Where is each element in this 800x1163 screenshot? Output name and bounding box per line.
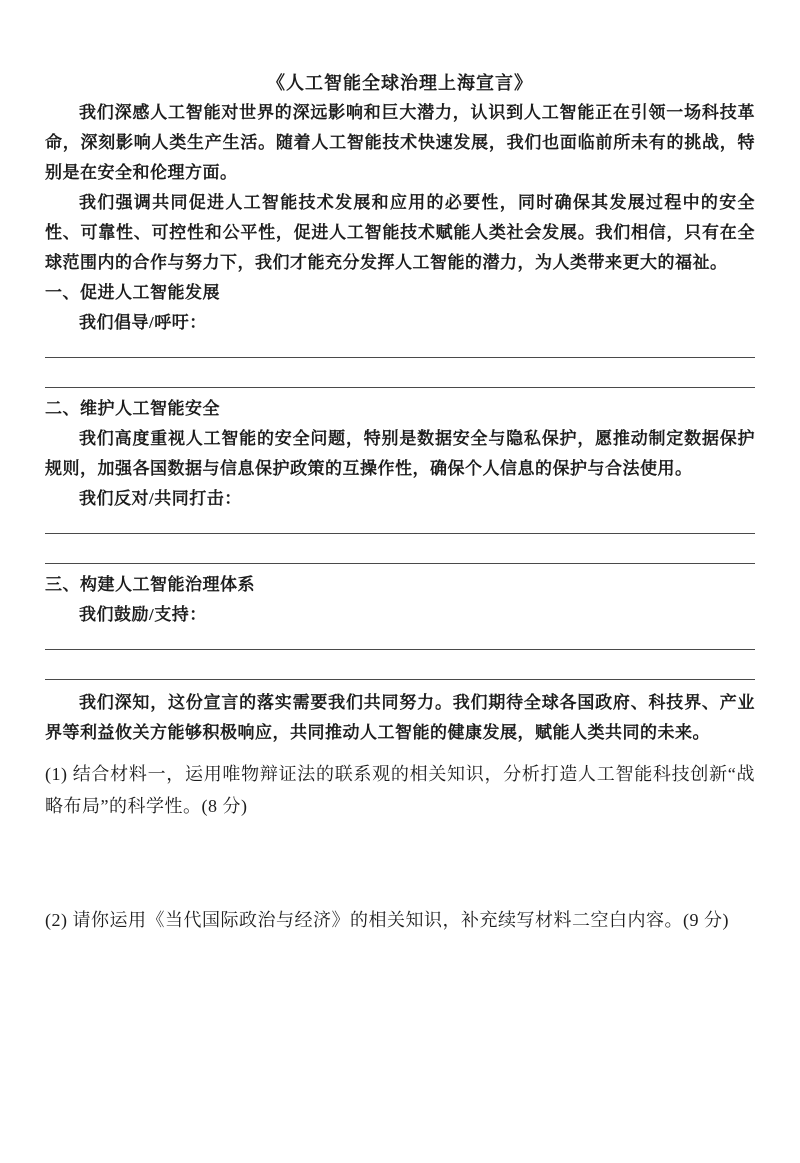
section-2-heading: 二、维护人工智能安全 bbox=[45, 399, 220, 418]
question-2: (2) 请你运用《当代国际政治与经济》的相关知识，补充续写材料二空白内容。(9 分) bbox=[45, 910, 729, 930]
closing-paragraph: 我们深知，这份宣言的落实需要我们共同努力。我们期待全球各国政府、科技界、产业界等利益攸关方能够积极响应，共同推动人工智能的健康发展，赋能人类共同的未来。 bbox=[45, 693, 755, 742]
section-3-heading: 三、构建人工智能治理体系 bbox=[45, 575, 255, 594]
answer-line bbox=[45, 518, 755, 534]
answer-line bbox=[45, 634, 755, 650]
section-2-prompt: 我们反对/共同打击： bbox=[79, 489, 242, 508]
answer-line bbox=[45, 650, 755, 680]
answer-line bbox=[45, 358, 755, 388]
section-3-answer-area bbox=[45, 634, 755, 680]
section-3-prompt: 我们鼓励/支持： bbox=[79, 605, 207, 624]
intro-paragraph-1: 我们深感人工智能对世界的深远影响和巨大潜力，认识到人工智能正在引领一场科技革命，深刻影响人类生产生活。随着人工智能技术快速发展，我们也面临前所未有的挑战，特别是在安全和伦理方面。 bbox=[45, 103, 755, 182]
section-1-answer-area bbox=[45, 342, 755, 388]
section-1-prompt: 我们倡导/呼吁： bbox=[79, 313, 207, 332]
intro-paragraph-2: 我们强调共同促进人工智能技术发展和应用的必要性，同时确保其发展过程中的安全性、可靠性、可控性和公平性，促进人工智能技术赋能人类社会发展。我们相信，只有在全球范围内的合作与努力下，我们才能充分发挥人工智能的潜力，为人类带来更大的福祉。 bbox=[45, 193, 755, 272]
section-2-body: 我们高度重视人工智能的安全问题，特别是数据安全与隐私保护，愿推动制定数据保护规则，加强各国数据与信息保护政策的互操作性，确保个人信息的保护与合法使用。 bbox=[45, 429, 755, 478]
question-1: (1) 结合材料一，运用唯物辩证法的联系观的相关知识，分析打造人工智能科技创新“战略布局”的科学性。(8 分) bbox=[45, 764, 755, 816]
document-title: 《人工智能全球治理上海宣言》 bbox=[267, 73, 533, 93]
section-2-answer-area bbox=[45, 518, 755, 564]
section-1-heading: 一、促进人工智能发展 bbox=[45, 283, 220, 302]
answer-line bbox=[45, 342, 755, 358]
answer-line bbox=[45, 534, 755, 564]
